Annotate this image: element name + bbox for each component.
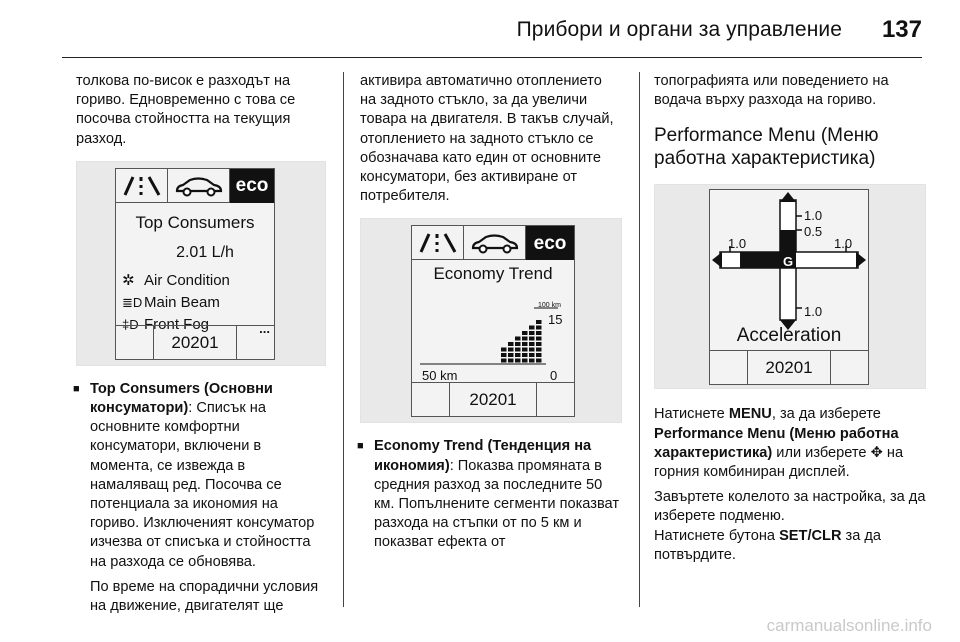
trend-segment <box>536 320 542 324</box>
column-1 <box>76 72 326 616</box>
trend-segment <box>515 337 521 341</box>
trend-segment <box>522 342 528 346</box>
display-title: Top Consumers <box>135 212 255 232</box>
trend-segment <box>522 359 528 363</box>
economy-trend-display <box>360 218 622 423</box>
h-left-label: 1.0 <box>728 236 747 252</box>
watermark: carmanualsonline.info <box>766 616 932 635</box>
trend-segment <box>515 342 521 346</box>
section-heading: Performance Menu (Меню работна характеристика) <box>654 125 879 170</box>
trend-segment <box>536 331 542 335</box>
trend-segment <box>529 331 535 335</box>
fan-icon: ✲ <box>122 271 135 289</box>
trend-segment <box>529 342 535 346</box>
trend-segment <box>501 348 507 352</box>
trend-segment <box>508 359 514 363</box>
column-2 <box>360 72 622 553</box>
consumer-item: ‡D Front Fog <box>122 315 210 333</box>
trend-segment <box>515 353 521 357</box>
acceleration-display <box>654 184 926 389</box>
car-icon <box>470 232 520 254</box>
paragraph: Натиснете MENU, за да изберете Performance Menu (Меню работна характеристика) или изберете ✥ на горния комбиниран дисплей. <box>654 406 904 481</box>
header-rule <box>62 57 922 58</box>
top-consumers-display <box>76 161 326 366</box>
trend-segment <box>508 348 514 352</box>
consumption-value: 2.01 L/h <box>176 243 234 261</box>
odometer-value: 20201 <box>469 390 517 410</box>
tab-trip <box>116 169 168 203</box>
g-label: G <box>783 254 794 270</box>
h-right-label: 1.0 <box>834 236 853 252</box>
unit-label: 100 km <box>538 302 561 310</box>
trend-segment <box>536 353 542 357</box>
page-number: 137 <box>881 16 922 43</box>
trend-segment <box>536 337 542 341</box>
trend-segment <box>536 359 542 363</box>
car-icon <box>174 175 224 197</box>
display-footer <box>412 382 574 416</box>
road-icon <box>122 175 162 197</box>
paragraph: толкова по-висок е разходът на гориво. Едновременно с това се посочва стойността на текущия разход. <box>76 73 296 147</box>
tab-eco: eco <box>230 169 274 203</box>
x-left-label: 50 km <box>422 368 458 384</box>
y-top-label: 15 <box>548 312 563 328</box>
trend-segment <box>529 337 535 341</box>
display-screen <box>709 189 869 385</box>
arrow-left-icon <box>712 252 722 268</box>
trend-segment <box>529 353 535 357</box>
column-divider <box>343 72 344 607</box>
trend-segment <box>515 359 521 363</box>
road-icon <box>418 232 458 254</box>
paragraph: топографията или поведението на водача върху разхода на гориво. <box>654 73 889 109</box>
tab-vehicle <box>464 226 526 260</box>
display-tabs <box>116 169 274 203</box>
column-3 <box>654 72 926 565</box>
bullet-item: ■ Top Consumers (Основни консуматори): Списък на основните комфортни консуматори, включени в момента, се извежда в намаляващ ред. Посочва се потенциала за икономия на гориво. Изключеният консуматор изчезва от списъка и стойността на разхода се обновява. <box>76 380 326 572</box>
trend-segment <box>522 348 528 352</box>
tab-vehicle <box>168 169 230 203</box>
consumer-item: ≣D Main Beam <box>122 293 220 311</box>
page-header <box>0 0 960 58</box>
display-title: Acceleration <box>736 325 842 347</box>
display-title: Economy Trend <box>433 264 553 284</box>
trend-segment <box>536 348 542 352</box>
display-screen <box>411 225 575 417</box>
trend-segment <box>508 342 514 346</box>
paragraph: Натиснете бутона SET/CLR за да потвърдите. <box>654 527 882 563</box>
trend-segment <box>522 353 528 357</box>
tab-trip <box>412 226 464 260</box>
odometer-value: 20201 <box>171 332 219 352</box>
trend-segment <box>529 359 535 363</box>
trend-segment <box>515 348 521 352</box>
page-title: Прибори и органи за управление <box>516 18 842 41</box>
trend-segment <box>529 348 535 352</box>
main-beam-icon: ≣D <box>122 294 143 310</box>
paragraph: По време на спорадични условия на движение, двигателят ще <box>90 578 319 615</box>
more-indicator: ... <box>259 320 270 336</box>
display-footer <box>710 350 868 384</box>
column-divider <box>639 72 640 607</box>
paragraph: активира автоматично отоплението на задното стъкло, за да увеличи товара на двигателя. В такъв случай, отоплението на задното стъкло се обозначава като един от основните консуматори, без активиране от потребителя. <box>360 73 614 205</box>
trend-segment <box>508 353 514 357</box>
trend-segment <box>529 326 535 330</box>
bullet-item: ■ Economy Trend (Тенденция на икономия): Показва промяната в средния разход за последните 50 км. Попълнените сегменти показват разхода на стъпки от по 5 км и показват ефекта от <box>360 437 622 552</box>
trend-segment <box>522 331 528 335</box>
trend-segment <box>536 342 542 346</box>
odometer-value: 20201 <box>765 358 813 378</box>
display-screen <box>115 168 275 360</box>
consumer-item: ✲ Air Condition <box>122 271 230 289</box>
display-tabs <box>412 226 574 260</box>
arrow-up-icon <box>780 192 796 202</box>
trend-segment <box>501 353 507 357</box>
arrow-right-icon <box>856 252 866 268</box>
x-right-label: 0 <box>550 368 558 384</box>
v-bottom-label: 1.0 <box>804 304 823 320</box>
fog-light-icon: ‡D <box>122 316 139 332</box>
paragraph: Завъртете колелото за настройка, за да изберете подменю. <box>654 489 926 525</box>
performance-icon: ✥ <box>870 444 883 461</box>
trend-segment <box>522 337 528 341</box>
tab-eco: eco <box>526 226 574 260</box>
v-top-label: 1.0 <box>804 208 823 224</box>
trend-segment <box>536 326 542 330</box>
display-footer <box>116 325 274 359</box>
v-mid-label: 0.5 <box>804 224 823 240</box>
trend-segment <box>501 359 507 363</box>
